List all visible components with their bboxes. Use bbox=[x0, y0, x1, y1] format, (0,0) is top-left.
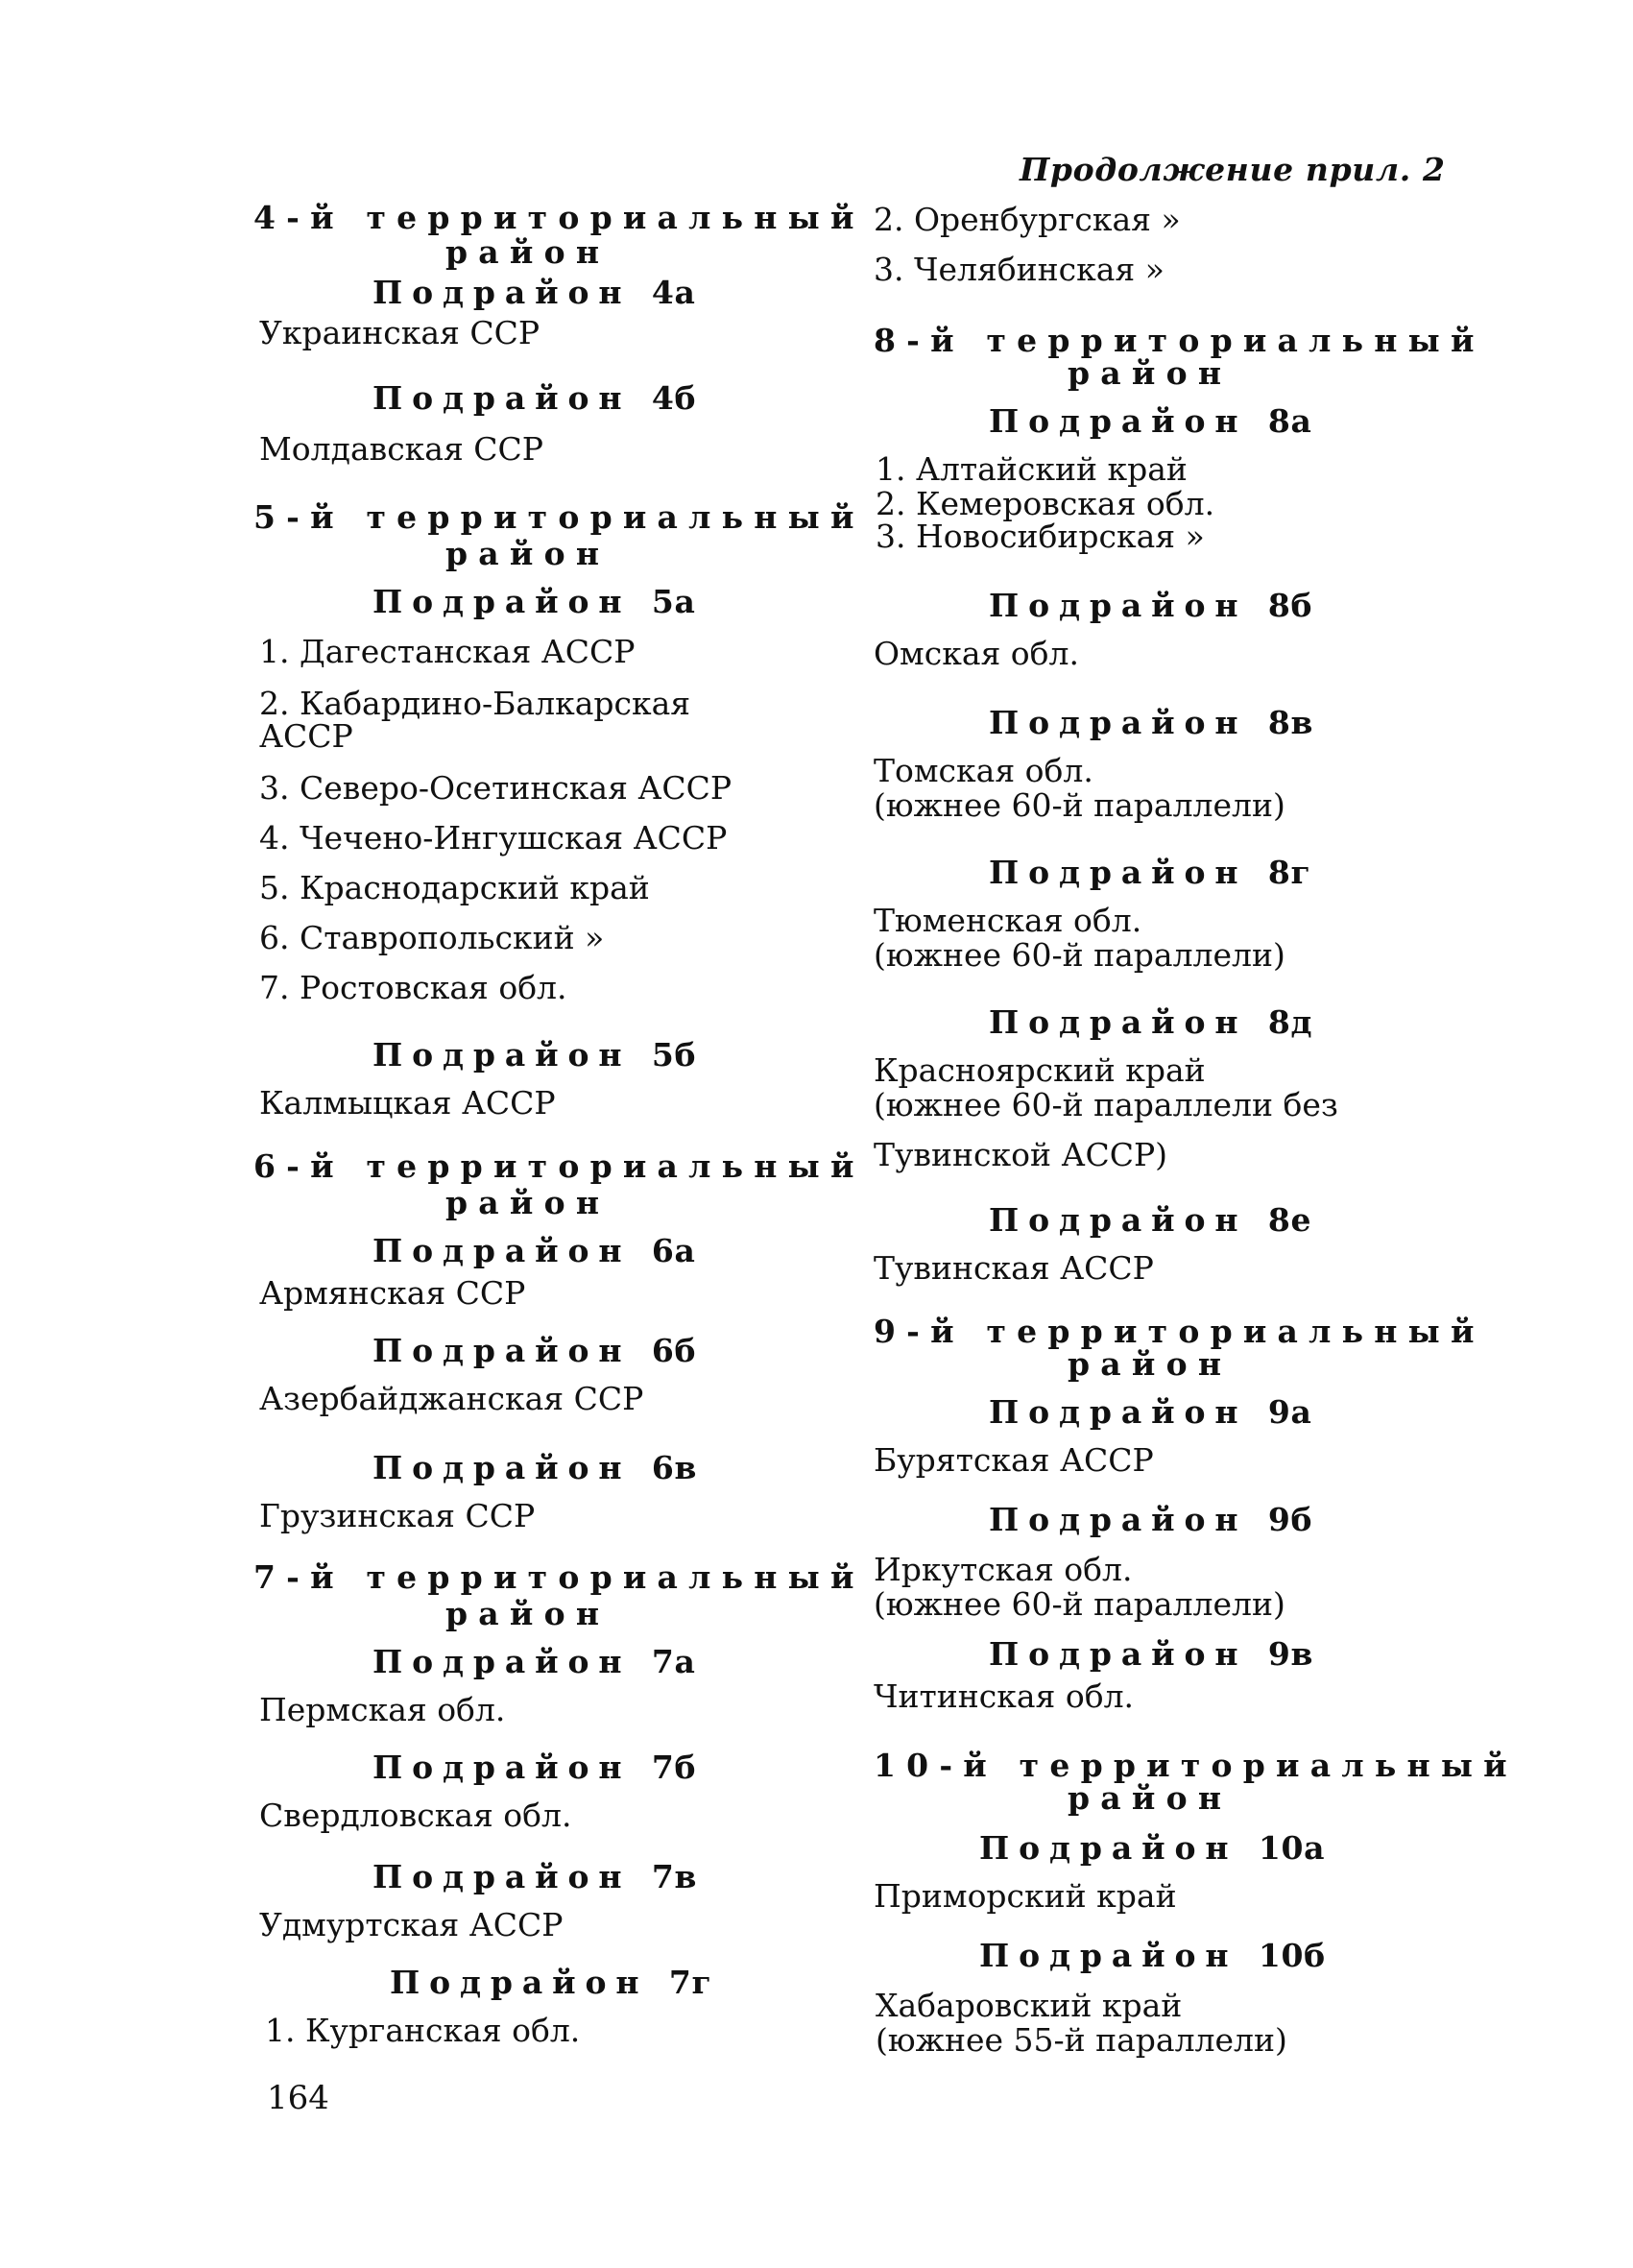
list-item: Тувинская АССР bbox=[874, 1249, 1154, 1287]
list-item: Приморский край bbox=[874, 1877, 1177, 1915]
list-item: 1. Курганская обл. bbox=[265, 2012, 581, 2049]
subregion-9a-label: Подрайон 9а bbox=[989, 1393, 1312, 1431]
continuation-note: Продолжение прил. 2 bbox=[1020, 151, 1446, 188]
subregion-6a-label: Подрайон 6а bbox=[372, 1232, 696, 1269]
list-item: Томская обл. bbox=[874, 752, 1093, 789]
subregion-8b-label: Подрайон 8б bbox=[989, 587, 1313, 624]
list-item: Пермская обл. bbox=[259, 1691, 506, 1728]
list-item: 7. Ростовская обл. bbox=[259, 969, 567, 1006]
region-5-heading: 5-й территориальный bbox=[253, 498, 865, 536]
list-item: Азербайджанская ССР bbox=[259, 1380, 644, 1417]
region-6-heading: 6-й территориальный bbox=[253, 1147, 865, 1185]
list-item: 2. Кабардино-Балкарская bbox=[259, 685, 691, 722]
list-item: 3. Новосибирская » bbox=[876, 518, 1205, 555]
list-item: Красноярский край bbox=[874, 1051, 1206, 1089]
list-item: (южнее 60-й параллели) bbox=[874, 786, 1285, 824]
list-item: Удмуртская АССР bbox=[259, 1906, 564, 1943]
list-item: Армянская ССР bbox=[259, 1274, 526, 1312]
subregion-7b-label: Подрайон 7б bbox=[372, 1749, 697, 1786]
list-item: (южнее 60-й параллели) bbox=[874, 1585, 1285, 1623]
list-item: (южнее 60-й параллели без bbox=[874, 1086, 1338, 1123]
region-7-heading-cont: район bbox=[445, 1595, 611, 1632]
region-8-heading: 8-й территориальный bbox=[874, 322, 1485, 359]
list-item: Свердловская обл. bbox=[259, 1797, 572, 1834]
list-item: АССР bbox=[259, 717, 353, 755]
list-item: 5. Краснодарский край bbox=[259, 869, 650, 906]
list-item: Иркутская обл. bbox=[874, 1551, 1133, 1588]
subregion-7a-label: Подрайон 7а bbox=[372, 1643, 696, 1680]
subregion-8e-label: Подрайон 8д bbox=[989, 1003, 1313, 1041]
subregion-8a-label: Подрайон 8а bbox=[989, 402, 1312, 440]
region-10-heading: 10-й территориальный bbox=[874, 1747, 1518, 1784]
region-9-heading: 9-й территориальный bbox=[874, 1313, 1485, 1350]
list-item: Тувинской АССР) bbox=[874, 1136, 1168, 1173]
list-item: 3. Северо-Осетинская АССР bbox=[259, 769, 732, 807]
subregion-4a-label: Подрайон 4а bbox=[372, 274, 696, 311]
subregion-8d-label: Подрайон 8г bbox=[989, 854, 1311, 891]
list-item: 2. Кемеровская обл. bbox=[876, 485, 1215, 522]
list-item: 6. Ставропольский » bbox=[259, 919, 605, 956]
subregion-9c-label: Подрайон 9в bbox=[989, 1635, 1314, 1673]
list-item: Украинская ССР bbox=[259, 314, 540, 351]
list-item: 2. Оренбургская » bbox=[874, 201, 1181, 238]
list-item: 4. Чечено-Ингушская АССР bbox=[259, 819, 728, 857]
region-4-heading-cont: район bbox=[445, 233, 611, 271]
list-item: Бурятская АССР bbox=[874, 1441, 1154, 1479]
list-item: (южнее 55-й параллели) bbox=[876, 2021, 1287, 2059]
region-6-heading-cont: район bbox=[445, 1184, 611, 1221]
list-item: 1. Дагестанская АССР bbox=[259, 633, 636, 670]
subregion-5b-label: Подрайон 5б bbox=[372, 1036, 697, 1074]
subregion-5a-label: Подрайон 5а bbox=[372, 583, 696, 620]
subregion-6b-label: Подрайон 6б bbox=[372, 1332, 697, 1369]
list-item: Молдавская ССР bbox=[259, 430, 543, 468]
list-item: (южнее 60-й параллели) bbox=[874, 936, 1285, 974]
list-item: Тюменская обл. bbox=[874, 902, 1142, 939]
region-8-heading-cont: район bbox=[1068, 354, 1233, 392]
subregion-9b-label: Подрайон 9б bbox=[989, 1501, 1313, 1538]
list-item: Грузинская ССР bbox=[259, 1497, 536, 1534]
subregion-10a-label: Подрайон 10а bbox=[979, 1829, 1326, 1867]
list-item: 3. Челябинская » bbox=[874, 251, 1165, 288]
subregion-7d-label: Подрайон 7г bbox=[390, 1964, 712, 2001]
region-4-heading: 4-й территориальный bbox=[253, 199, 865, 236]
subregion-4b-label: Подрайон 4б bbox=[372, 379, 697, 417]
region-9-heading-cont: район bbox=[1068, 1345, 1233, 1383]
subregion-8f-label: Подрайон 8е bbox=[989, 1201, 1312, 1239]
list-item: 1. Алтайский край bbox=[876, 450, 1188, 488]
region-10-heading-cont: район bbox=[1068, 1779, 1233, 1817]
list-item: Хабаровский край bbox=[876, 1987, 1183, 2024]
list-item: Омская обл. bbox=[874, 635, 1080, 672]
subregion-6c-label: Подрайон 6в bbox=[372, 1449, 698, 1486]
region-5-heading-cont: район bbox=[445, 535, 611, 572]
subregion-7c-label: Подрайон 7в bbox=[372, 1858, 698, 1895]
subregion-8c-label: Подрайон 8в bbox=[989, 704, 1314, 741]
subregion-10b-label: Подрайон 10б bbox=[979, 1937, 1326, 1974]
list-item: Калмыцкая АССР bbox=[259, 1084, 556, 1122]
page-number: 164 bbox=[267, 2079, 329, 2117]
region-7-heading: 7-й территориальный bbox=[253, 1558, 865, 1596]
list-item: Читинская обл. bbox=[874, 1677, 1135, 1715]
